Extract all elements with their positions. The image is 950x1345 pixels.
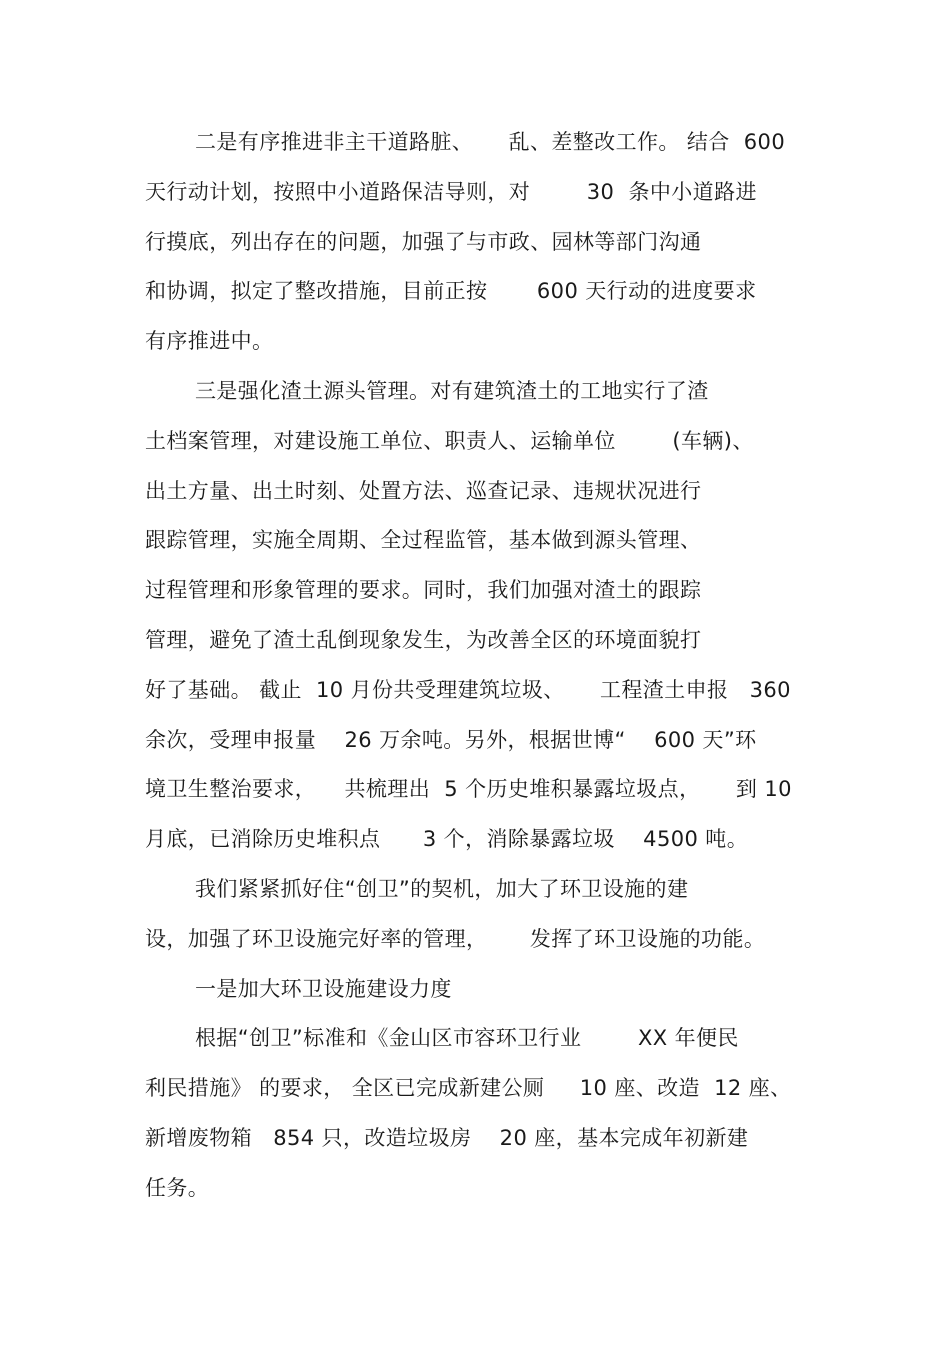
text-line: 三是强化渣土源头管理。对有建筑渣土的工地实行了渣 — [195, 379, 709, 403]
text-line: 任务。 — [145, 1176, 210, 1200]
text-line: 境卫生整治要求， 共梳理出 5 个历史堆积暴露垃圾点， 到 10 — [145, 777, 792, 801]
text-line: 土档案管理，对建设施工单位、职责人、运输单位 (车辆)、 — [145, 429, 754, 453]
text-line: 我们紧紧抓好住“创卫”的契机，加大了环卫设施的建 — [195, 877, 689, 901]
text-line: 行摸底，列出存在的问题，加强了与市政、园林等部门沟通 — [145, 230, 702, 254]
text-line: 好了基础。 截止 10 月份共受理建筑垃圾、 工程渣土申报 360 — [145, 678, 791, 702]
text-line: 出土方量、出土时刻、处置方法、巡查记录、违规状况进行 — [145, 479, 702, 503]
text-line: 二是有序推进非主干道路脏、 乱、差整改工作。 结合 600 — [195, 130, 786, 154]
section-heading: 一是加大环卫设施建设力度 — [195, 977, 452, 1001]
text-line: 新增废物箱 854 只，改造垃圾房 20 座，基本完成年初新建 — [145, 1126, 749, 1150]
text-line: 过程管理和形象管理的要求。同时，我们加强对渣土的跟踪 — [145, 578, 702, 602]
text-line: 根据“创卫”标准和《金山区市容环卫行业 XX 年便民 — [195, 1026, 739, 1050]
text-line: 设，加强了环卫设施完好率的管理， 发挥了环卫设施的功能。 — [145, 927, 766, 951]
text-line: 跟踪管理，实施全周期、全过程监管，基本做到源头管理、 — [145, 528, 702, 552]
text-line: 月底，已消除历史堆积点 3 个，消除暴露垃圾 4500 吨。 — [145, 827, 749, 851]
text-line: 天行动计划，按照中小道路保洁导则，对 30 条中小道路进 — [145, 180, 757, 204]
text-line: 管理，避免了渣土乱倒现象发生，为改善全区的环境面貌打 — [145, 628, 702, 652]
text-line: 和协调，拟定了整改措施，目前正按 600 天行动的进度要求 — [145, 279, 757, 303]
text-line: 余次，受理申报量 26 万余吨。另外，根据世博“ 600 天”环 — [145, 728, 757, 752]
text-line: 利民措施》 的要求， 全区已完成新建公厕 10 座、改造 12 座、 — [145, 1076, 792, 1100]
text-line: 有序推进中。 — [145, 329, 274, 353]
